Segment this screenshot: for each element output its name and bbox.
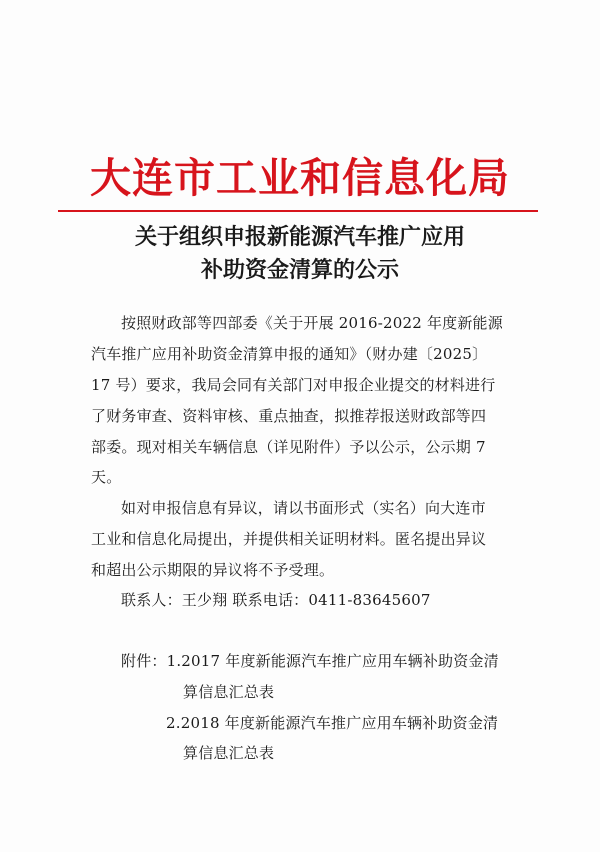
red-divider-line <box>58 210 538 212</box>
paragraph-1-line-1: 按照财政部等四部委《关于开展 2016-2022 年度新能源 <box>121 314 503 332</box>
paragraph-2-line-1: 如对申报信息有异议，请以书面形式（实名）向大连市 <box>121 499 486 517</box>
contact-line: 联系人：王少翔 联系电话：0411-83645607 <box>121 591 431 609</box>
paragraph-1-line-5: 部委。现对相关车辆信息（详见附件）予以公示，公示期 7 <box>91 438 486 456</box>
attachment-1-line-2: 算信息汇总表 <box>183 683 275 701</box>
paragraph-1-line-4: 了财务审查、资料审核、重点抽查，拟推荐报送财政部等四 <box>91 407 487 425</box>
attachment-2-line-2: 算信息汇总表 <box>183 744 275 762</box>
attachment-1-line-1: 附件：1.2017 年度新能源汽车推广应用车辆补助资金清 <box>121 652 499 670</box>
notice-title-line-2: 补助资金清算的公示 <box>200 257 399 283</box>
paragraph-1-line-3: 17 号）要求，我局会同有关部门对申报企业提交的材料进行 <box>91 376 496 394</box>
paragraph-2-line-2: 工业和信息化局提出，并提供相关证明材料。匿名提出异议 <box>91 530 487 548</box>
paragraph-1-line-6: 天。 <box>91 468 122 486</box>
attachment-2-line-1: 2.2018 年度新能源汽车推广应用车辆补助资金清 <box>166 714 499 732</box>
agency-name: 大连市工业和信息化局 <box>90 154 510 202</box>
paragraph-1-line-2: 汽车推广应用补助资金清算申报的通知》（财办建〔2025〕 <box>91 345 488 363</box>
paragraph-2-line-3: 和超出公示期限的异议将不予受理。 <box>91 561 335 579</box>
notice-title-line-1: 关于组织申报新能源汽车推广应用 <box>134 224 465 250</box>
